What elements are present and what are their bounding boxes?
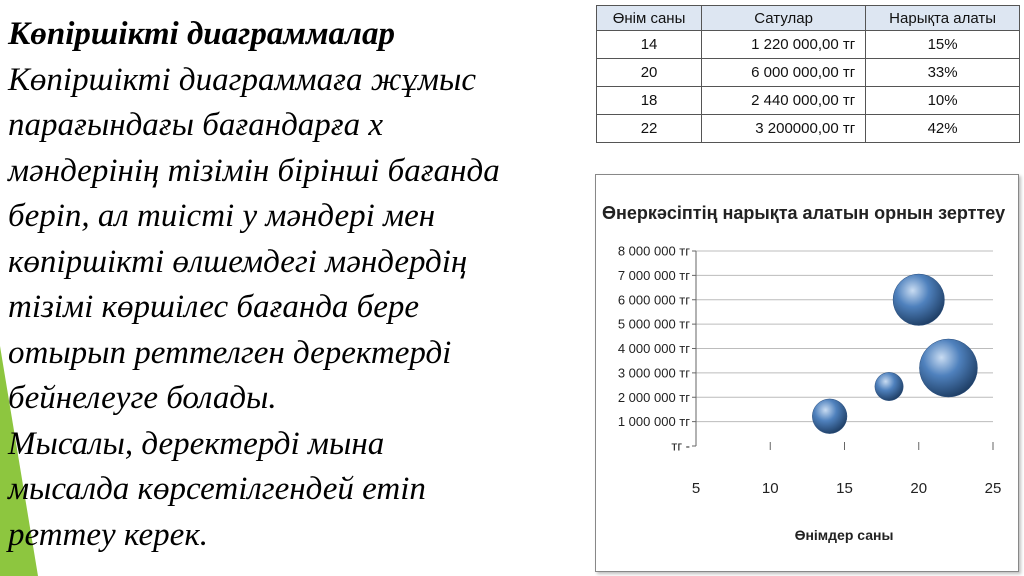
x-tick-label: 15 (836, 480, 853, 497)
x-axis-label: Өнімдер саны (794, 527, 894, 543)
table-header-row (597, 6, 1020, 31)
body-line: көпіршікті өлшемдегі мәндердің (8, 243, 468, 280)
body-line: тізімі көршілес бағанда бере (8, 289, 420, 325)
table-cell-share: 10% (866, 87, 1020, 115)
body-line: парағындағы бағандарға x (8, 107, 384, 143)
body-line: Мысалы, деректерді мына (8, 425, 385, 462)
y-tick-label: 7 000 000 тг (617, 267, 690, 283)
bubble-chart (595, 174, 1019, 572)
table-cell-sales: 2 440 000,00 тг (702, 87, 866, 115)
table-cell-share: 33% (866, 59, 1020, 87)
y-tick-label: 1 000 000 тг (617, 414, 690, 430)
body-line: мысалда көрсетілгендей етіп (8, 471, 426, 507)
chart-title: Өнеркәсіптің нарықта алатын орнын зерттеу (602, 203, 1006, 223)
table-cell-sales: 3 200000,00 тг (702, 115, 866, 143)
table-header: Сатулар (702, 6, 866, 31)
x-tick-label: 5 (691, 480, 701, 497)
table-cell-sales: 6 000 000,00 тг (702, 59, 866, 87)
data-table (596, 5, 1020, 143)
table-header: Өнім саны (597, 6, 702, 31)
x-tick-label: 25 (984, 480, 1002, 497)
table-cell-count: 20 (597, 59, 702, 87)
y-tick-label: тг - (671, 438, 690, 454)
bubble-point (875, 372, 903, 400)
y-tick-label: 2 000 000 тг (617, 389, 690, 405)
table-cell-share: 15% (866, 31, 1020, 59)
chart-bubbles (812, 274, 977, 434)
table-cell-share: 42% (866, 115, 1020, 143)
body-line: Көпіршікті диаграммаға жұмыс (8, 61, 476, 98)
body-line: бейнелеуге болады. (8, 380, 277, 416)
slide-text (8, 12, 583, 558)
table-cell-count: 14 (597, 31, 702, 59)
table-row (597, 87, 1020, 115)
table-row (597, 59, 1020, 87)
y-tick-label: 3 000 000 тг (617, 365, 690, 381)
body-line: отырып реттелген деректерді (8, 334, 452, 371)
table-row (597, 115, 1020, 143)
bubble-point (893, 274, 944, 325)
table-cell-count: 18 (597, 87, 702, 115)
table-cell-sales: 1 220 000,00 тг (702, 31, 866, 59)
body-line: беріп, ал тиісті y мәндері мен (8, 198, 436, 234)
table-cell-count: 22 (597, 115, 702, 143)
y-tick-label: 8 000 000 тг (617, 243, 690, 259)
table-row (597, 31, 1020, 59)
x-tick-label: 20 (910, 480, 928, 497)
y-tick-label: 4 000 000 тг (617, 341, 690, 356)
body-line: мәндерінің тізімін бірінші бағанда (8, 152, 500, 189)
body-line: реттеу керек. (8, 516, 209, 553)
bubble-point (919, 339, 977, 397)
y-tick-label: 6 000 000 тг (617, 292, 690, 308)
table-header: Нарықта алаты (866, 6, 1020, 31)
bubble-point (812, 399, 847, 434)
x-tick-label: 10 (761, 480, 779, 497)
chart-canvas (596, 175, 1018, 571)
y-tick-label: 5 000 000 тг (617, 316, 690, 332)
slide-title: Көпіршікті диаграммалар (8, 16, 395, 52)
